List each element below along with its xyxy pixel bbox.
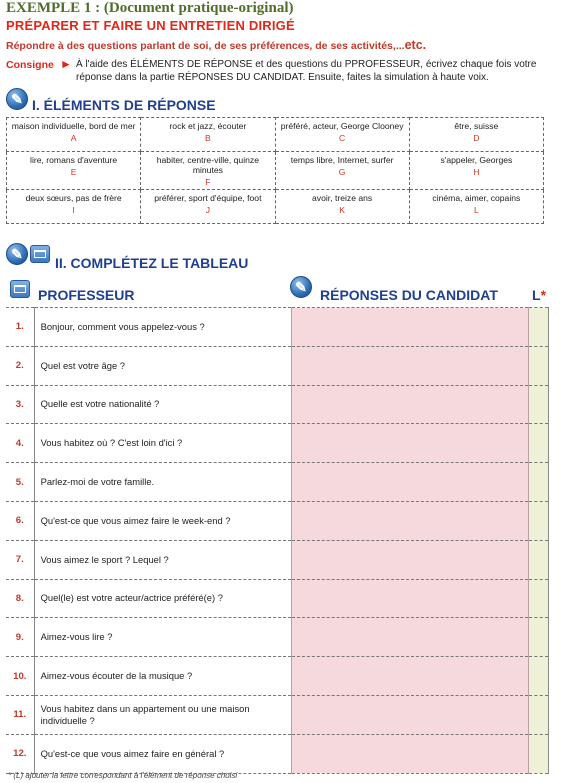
- element-letter: L: [473, 205, 479, 215]
- answer-field[interactable]: [292, 308, 529, 347]
- element-text: être, suisse: [454, 121, 499, 131]
- reponses-header: RÉPONSES DU CANDIDAT: [320, 287, 498, 303]
- table-row: [6, 308, 549, 347]
- question-text: Vous habitez où ? C'est loin d'ici ?: [34, 424, 292, 463]
- element-text: s'appeler, Georges: [440, 155, 513, 165]
- element-text: deux sœurs, pas de frère: [25, 193, 122, 203]
- element-text: rock et jazz, écouter: [169, 121, 247, 131]
- question-text: Quelle est votre nationalité ?: [34, 385, 292, 424]
- answer-field[interactable]: [292, 734, 529, 773]
- answer-field[interactable]: [292, 540, 529, 579]
- element-cell: [141, 190, 275, 224]
- element-cell: [409, 152, 543, 190]
- element-cell: [141, 152, 275, 190]
- letter-field[interactable]: [528, 308, 548, 347]
- element-letter: H: [473, 167, 480, 177]
- element-cell: [7, 118, 141, 152]
- table-row: [6, 618, 549, 657]
- question-number: 2.: [6, 346, 34, 385]
- question-number: 7.: [6, 540, 34, 579]
- l-header: [532, 287, 546, 303]
- table-row: [6, 385, 549, 424]
- letter-field[interactable]: [528, 463, 548, 502]
- professeur-header: PROFESSEUR: [38, 287, 135, 303]
- table-row: [6, 346, 549, 385]
- element-text: préférer, sport d'équipe, foot: [154, 193, 262, 203]
- element-cell: [141, 118, 275, 152]
- element-text: habiter, centre-ville, quinze minutes: [156, 155, 259, 175]
- pen-icon: ✎: [6, 243, 28, 265]
- question-text: Parlez-moi de votre famille.: [34, 463, 292, 502]
- book-icon: [30, 245, 50, 263]
- element-letter: G: [338, 167, 346, 177]
- question-text: Vous habitez dans un appartement ou une maison individuelle ?: [34, 695, 292, 734]
- table-row: [6, 463, 549, 502]
- element-letter: A: [70, 133, 77, 143]
- letter-field[interactable]: [528, 657, 548, 696]
- arrow-right-icon: ►: [60, 57, 72, 71]
- element-text: maison individuelle, bord de mer: [11, 121, 136, 131]
- element-letter: C: [339, 133, 346, 143]
- question-text: Quel est votre âge ?: [34, 346, 292, 385]
- question-number: 8.: [6, 579, 34, 618]
- l-star: *: [540, 287, 547, 303]
- question-text: Vous aimez le sport ? Lequel ?: [34, 540, 292, 579]
- element-cell: [409, 190, 543, 224]
- questions-table: [6, 307, 549, 774]
- answer-field[interactable]: [292, 501, 529, 540]
- question-text: Aimez-vous lire ?: [34, 618, 292, 657]
- element-cell: [275, 190, 409, 224]
- answer-field[interactable]: [292, 657, 529, 696]
- elements-grid: [6, 117, 544, 224]
- question-number: 10.: [6, 657, 34, 696]
- globe-icon: ✎: [290, 276, 312, 298]
- element-cell: [275, 118, 409, 152]
- element-text: lire, romans d'aventure: [30, 155, 118, 165]
- book-icon: [10, 280, 30, 298]
- letter-field[interactable]: [528, 346, 548, 385]
- table-row: [6, 657, 549, 696]
- answer-field[interactable]: [292, 618, 529, 657]
- table-row: [6, 695, 549, 734]
- answer-field[interactable]: [292, 695, 529, 734]
- consigne-label: Consigne: [6, 59, 54, 71]
- element-cell: [7, 190, 141, 224]
- answer-field[interactable]: [292, 463, 529, 502]
- answer-field[interactable]: [292, 424, 529, 463]
- letter-field[interactable]: [528, 540, 548, 579]
- letter-field[interactable]: [528, 734, 548, 773]
- table-row: [6, 734, 549, 773]
- letter-field[interactable]: [528, 385, 548, 424]
- question-number: 12.: [6, 734, 34, 773]
- elements-row: [7, 118, 544, 152]
- element-letter: E: [70, 167, 77, 177]
- intro-text: [6, 38, 426, 52]
- question-number: 4.: [6, 424, 34, 463]
- question-number: 5.: [6, 463, 34, 502]
- consigne-text: À l'aide des ÉLÉMENTS DE RÉPONSE et des questions du PPROFESSEUR, écrivez chaque fois votre réponse dans la partie RÉPONSES DU CANDIDAT. Ensuite, faites la simulation à haute voix.: [76, 59, 537, 83]
- question-number: 1.: [6, 308, 34, 347]
- footnote: * (L) ajouter la lettre correspondant à l'élément de réponse choisi: [8, 771, 238, 780]
- elements-row: [7, 152, 544, 190]
- document-title: EXEMPLE 1 : (Document pratique-original): [6, 0, 294, 16]
- elements-row: [7, 190, 544, 224]
- table-row: [6, 579, 549, 618]
- element-letter: J: [205, 205, 211, 215]
- element-cell: [7, 152, 141, 190]
- letter-field[interactable]: [528, 579, 548, 618]
- question-text: Qu'est-ce que vous aimez faire en général ?: [34, 734, 292, 773]
- question-text: Bonjour, comment vous appelez-vous ?: [34, 308, 292, 347]
- letter-field[interactable]: [528, 424, 548, 463]
- letter-field[interactable]: [528, 501, 548, 540]
- element-letter: B: [205, 133, 211, 143]
- element-cell: [409, 118, 543, 152]
- l-letter: L: [532, 287, 541, 303]
- table-row: [6, 424, 549, 463]
- letter-field[interactable]: [528, 618, 548, 657]
- table-row: [6, 501, 549, 540]
- letter-field[interactable]: [528, 695, 548, 734]
- question-number: 11.: [6, 695, 34, 734]
- answer-field[interactable]: [292, 579, 529, 618]
- element-text: avoir, treize ans: [312, 193, 373, 203]
- element-letter: I: [72, 205, 75, 215]
- question-text: Aimez-vous écouter de la musique ?: [34, 657, 292, 696]
- intro-main: Répondre à des questions parlant de soi, de ses préférences, de ses activités,...: [6, 40, 405, 52]
- element-letter: F: [205, 177, 211, 187]
- question-text: Quel(le) est votre acteur/actrice préféré(e) ?: [34, 579, 292, 618]
- section1-heading: I. ÉLÉMENTS DE RÉPONSE: [32, 97, 216, 113]
- question-number: 9.: [6, 618, 34, 657]
- element-cell: [275, 152, 409, 190]
- intro-etc: etc.: [404, 38, 427, 52]
- element-letter: D: [473, 133, 480, 143]
- element-text: préféré, acteur, George Clooney: [280, 121, 404, 131]
- section2-heading: II. COMPLÉTEZ LE TABLEAU: [55, 255, 249, 271]
- answer-field[interactable]: [292, 346, 529, 385]
- table-row: [6, 540, 549, 579]
- question-text: Qu'est-ce que vous aimez faire le week-end ?: [34, 501, 292, 540]
- document-subtitle: PRÉPARER ET FAIRE UN ENTRETIEN DIRIGÉ: [6, 18, 295, 33]
- question-number: 3.: [6, 385, 34, 424]
- element-letter: K: [339, 205, 345, 215]
- question-number: 6.: [6, 501, 34, 540]
- pen-icon: ✎: [6, 88, 28, 110]
- answer-field[interactable]: [292, 385, 529, 424]
- element-text: temps libre, Internet, surfer: [290, 155, 394, 165]
- element-text: cinéma, aimer, copains: [432, 193, 521, 203]
